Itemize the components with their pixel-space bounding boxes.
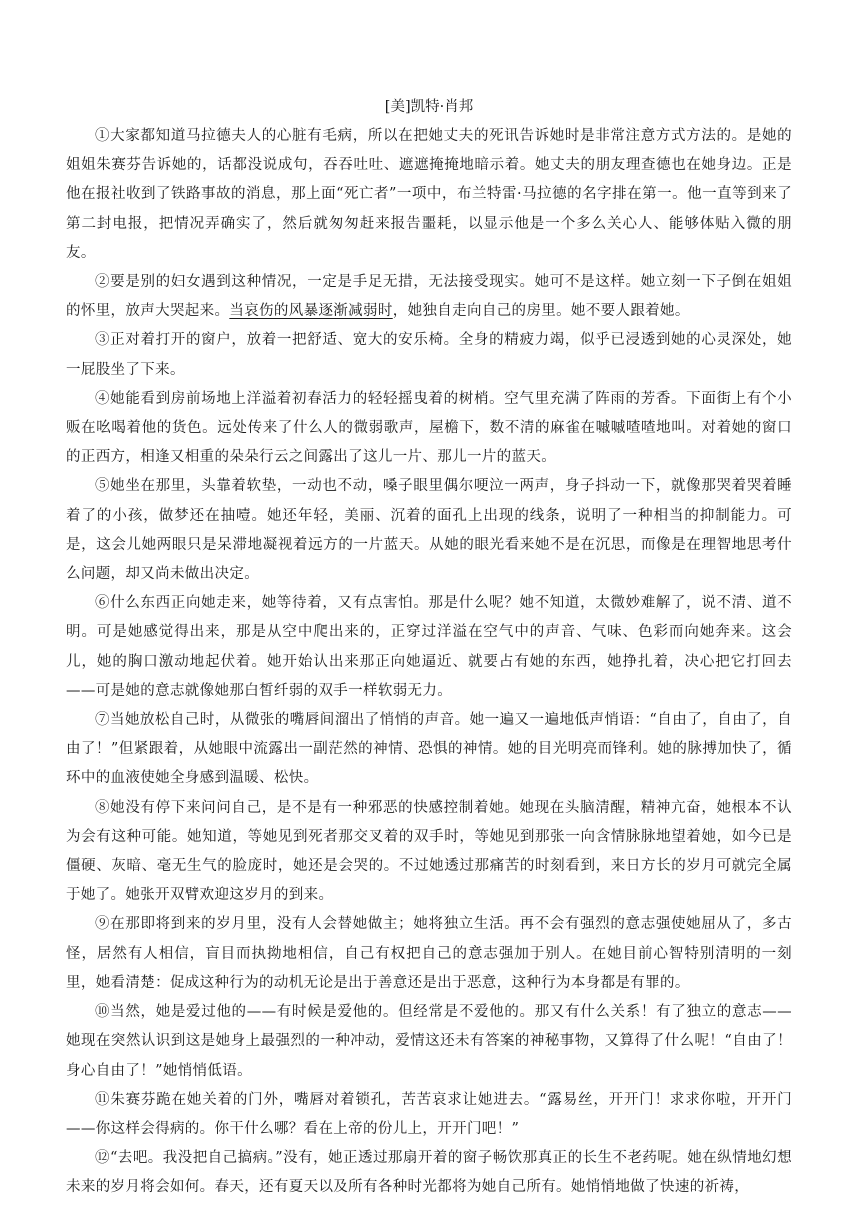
paragraph-2-text-after: ，她独自走向自己的房里。她不要人跟着她。 [392, 303, 690, 320]
paragraph-8: ⑧她没有停下来问问自己，是不是有一种邪恶的快感控制着她。她现在头脑清醒，精神亢奋，她根本不认为会有这种可能。她知道，等她见到死者那交叉着的双手时，等她见到那张一向含情脉脉地望着她，如今已是僵硬、灰暗、毫无生气的脸庞时，她还是会哭的。不过她透过那痛苦的时刻看到，来日方长的岁月可就完全属于她了。她张开双臂欢迎这岁月的到来。 [66, 799, 792, 904]
paragraph-12: ⑫“去吧。我没把自己搞病。”没有，她正透过那扇开着的窗子畅饮那真正的长生不老药呢。她在纵情地幻想未来的岁月将会如何。春天，还有夏天以及所有各种时光都将为她自己所有。她悄悄地做了快速的祈祷， [66, 1150, 792, 1196]
paragraph-7: ⑦当她放松自己时，从微张的嘴唇间溜出了悄悄的声音。她一遍又一遍地低声悄语：“自由了，自由了，自由了！”但紧跟着，从她眼中流露出一副茫然的神情、恐惧的神情。她的目光明亮而锋利。她的脉搏加快了，循环中的血液使她全身感到温暖、松快。 [66, 712, 792, 787]
author-line: [美]凯特·肖邦 [384, 99, 474, 115]
paragraph-4: ④她能看到房前场地上洋溢着初春活力的轻轻摇曳着的树梢。空气里充满了阵雨的芳香。下面街上有个小贩在吆喝着他的货色。远处传来了什么人的微弱歌声，屋檐下，数不清的麻雀在嘁嘁喳喳地叫。对着她的窗口的正西方，相逢又相重的朵朵行云之间露出了这儿一片、那儿一片的蓝天。 [66, 390, 792, 466]
paragraph-3: ③正对着打开的窗户，放着一把舒适、宽大的安乐椅。全身的精疲力竭，似乎已浸透到她的心灵深处，她一屁股坐了下来。 [66, 332, 792, 378]
paragraph-1: ①大家都知道马拉德夫人的心脏有毛病，所以在把她丈夫的死讯告诉她时是非常注意方式方法的。是她的姐姐朱赛芬告诉她的，话都没说成句，吞吞吐吐、遮遮掩掩地暗示着。她丈夫的朋友理查德也在她身边。正是他在报社收到了铁路事故的消息，那上面“死亡者”一项中，布兰特雷·马拉德的名字排在第一。他一直等到来了第二封电报，把情况弄确实了，然后就匆匆赶来报告噩耗，以显示他是一个多么关心人、能够体贴入微的朋友。 [66, 128, 792, 261]
paragraph-6: ⑥什么东西正向她走来，她等待着，又有点害怕。那是什么呢？她不知道，太微妙难解了，说不清、道不明。可是她感觉得出来，那是从空中爬出来的，正穿过洋溢在空气中的声音、气味、色彩而向她奔来。这会儿，她的胸口激动地起伏着。她开始认出来那正向她逼近、就要占有她的东西，她挣扎着，决心把它打回去——可是她的意志就像她那白皙纤弱的双手一样软弱无力。 [66, 595, 792, 699]
document-page [66, 92, 792, 1203]
paragraph-10: ⑩当然，她是爱过他的——有时候是爱他的。但经常是不爱他的。那又有什么关系！有了独立的意志——她现在突然认识到这是她身上最强烈的一种冲动，爱情这还未有答案的神秘事物，又算得了什么呢！“自由了！身心自由了！”她悄悄低语。 [66, 1004, 792, 1079]
paragraph-11: ⑪朱赛芬跪在她关着的门外，嘴唇对着锁孔，苦苦哀求让她进去。“露易丝，开开门！求求你啦，开开门——你这样会得病的。你干什么哪？看在上帝的份儿上，开开门吧！” [66, 1091, 792, 1137]
paragraph-2-text-before: ②要是别的妇女遇到这种情况，一定是手足无措，无法接受现实。她可不是这样。她立刻一下子倒在姐姐的怀里，放声大哭起来。 [66, 274, 792, 320]
underlined-phrase: 当哀伤的风暴逐渐减弱时 [229, 303, 393, 320]
paragraph-2 [66, 268, 792, 326]
paragraph-5: ⑤她坐在那里，头靠着软垫，一动也不动，嗓子眼里偶尔哽泣一两声，身子抖动一下，就像那哭着哭着睡着了的小孩，做梦还在抽噎。她还年轻，美丽、沉着的面孔上出现的线条，说明了一种相当的抑制能力。可是，这会儿她两眼只是呆滞地凝视着远方的一片蓝天。从她的眼光看来她不是在沉思，而像是在理智地思考什么问题，却又尚未做出决定。 [66, 478, 792, 583]
paragraph-9: ⑨在那即将到来的岁月里，没有人会替她做主；她将独立生活。再不会有强烈的意志强使她屈从了，多古怪，居然有人相信，盲目而执拗地相信，自己有权把自己的意志强加于别人。在她目前心智特别清明的一刻里，她看清楚：促成这种行为的动机无论是出于善意还是出于恶意，这种行为本身都是有罪的。 [66, 916, 792, 991]
